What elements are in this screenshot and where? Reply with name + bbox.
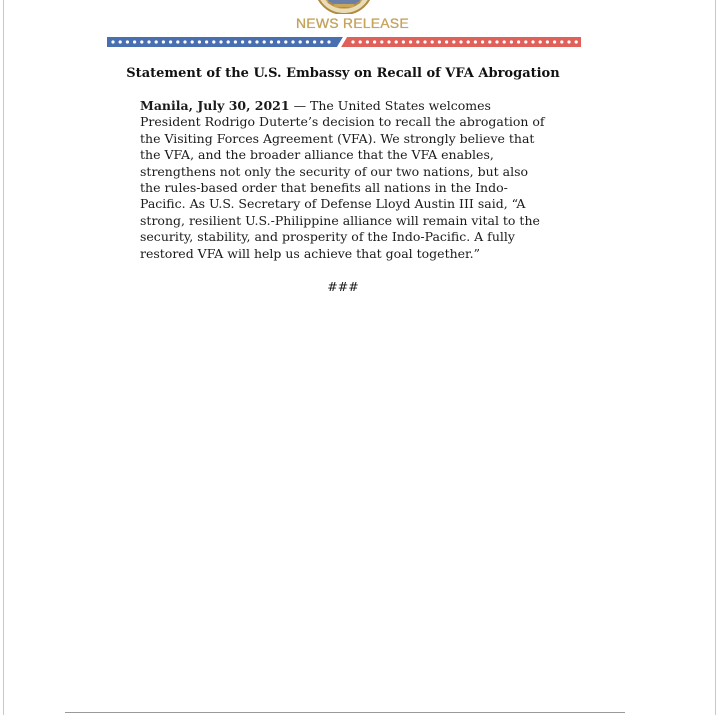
footer-divider [65, 712, 625, 713]
statement-title: Statement of the U.S. Embassy on Recall of VFA Abrogation [126, 66, 560, 81]
news-release-label: NEWS RELEASE [296, 15, 409, 31]
embassy-seal-icon [314, 0, 374, 14]
flag-banner-divider [107, 37, 581, 47]
end-mark: ### [327, 279, 359, 294]
statement-body [140, 98, 550, 262]
dateline: Manila, July 30, 2021 [140, 98, 290, 113]
body-paragraph: — The United States welcomes President Rodrigo Duterte’s decision to recall the abrogation of the Visiting Forces Agreement (VFA). We strongly believe that the VFA, and the broader alliance that the VFA enables, strengthens not only the security of our two nations, but also the rules-based order that benefits all nations in the Indo-Pacific. As U.S. Secretary of Defense Lloyd Austin III said, “A strong, resilient U.S.-Philippine alliance will remain vital to the security, stability, and prosperity of the Indo-Pacific. A fully restored VFA will help us achieve that goal together.” [140, 98, 545, 261]
